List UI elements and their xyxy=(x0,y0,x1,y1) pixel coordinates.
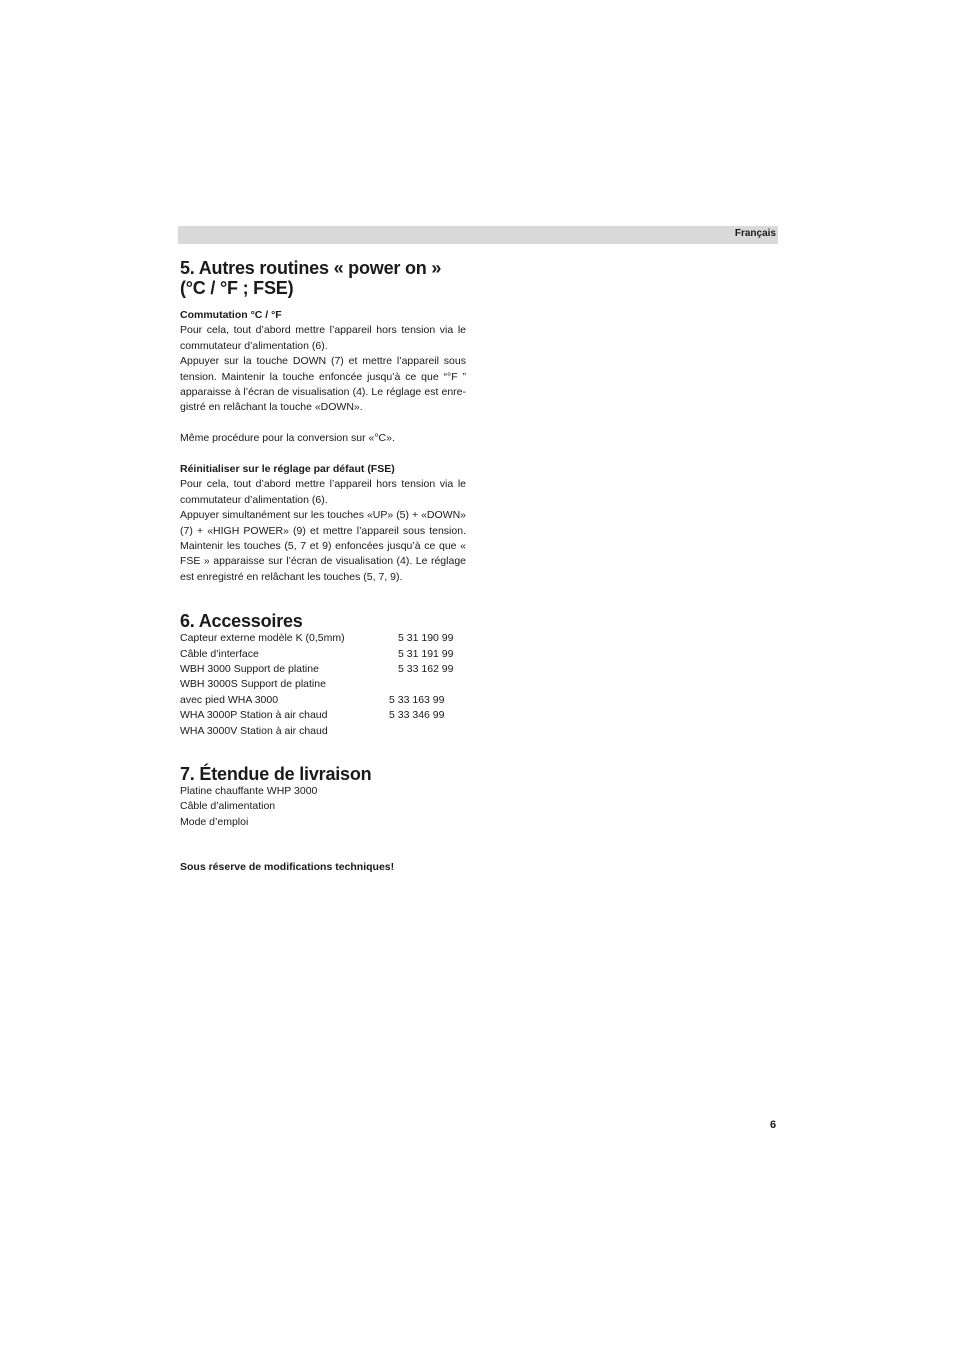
language-label: Français xyxy=(734,228,776,239)
accessory-name: WBH 3000S Support de platine xyxy=(180,678,326,691)
list-item: Platine chauffante WHP 3000 xyxy=(180,785,318,798)
paragraph-down-key: Appuyer sur la touche DOWN (7) et mettre l’appareil sous tension. Maintenir la touche enfoncée jusqu’à ce que “°F ” apparaisse à l’écran de visualisation (4). Le réglage est enre- gistré en relâchant la touche «DOWN». xyxy=(180,355,466,414)
paragraph-reset-keys: Appuyer simultanément sur les touches «UP» (5) + «DOWN» (7) + «HIGH POWER» (9) et mettre l’appareil sous tension. Maintenir les touches (5, 7 et 9) enfoncées jusqu’à ce que « FSE » apparaisse sur l’écran de visualisation (4). Le réglage est enregistré en relâchant les touches (5, 7, 9). xyxy=(180,509,466,583)
language-header-bar xyxy=(178,226,778,244)
accessory-name: WHA 3000P Station à air chaud xyxy=(180,709,328,722)
paragraph-power-off-2: Pour cela, tout d’abord mettre l’appareil hors tension via le commutateur d’alimentation (6). xyxy=(180,478,466,506)
delivery-list xyxy=(180,784,466,830)
accessory-code: 5 31 191 99 xyxy=(398,647,454,660)
main-column xyxy=(180,258,466,876)
list-item xyxy=(180,677,466,692)
section-6-title: 6. Accessoires xyxy=(180,611,303,632)
technical-changes-note: Sous réserve de modifications techniques! xyxy=(180,861,395,874)
accessory-code: 5 33 163 99 xyxy=(389,693,445,706)
section-7-title: 7. Étendue de livraison xyxy=(180,764,372,785)
list-item: Câble d’alimentation xyxy=(180,800,276,813)
list-item xyxy=(180,631,466,646)
accessory-name: avec pied WHA 3000 xyxy=(180,693,279,706)
paragraph-power-off-1: Pour cela, tout d’abord mettre l’appareil hors tension via le commutateur d’alimentation (6). xyxy=(180,324,466,352)
paragraph-same-procedure: Même procédure pour la conversion sur «°C». xyxy=(180,432,395,445)
accessory-name: Capteur externe modèle K (0,5mm) xyxy=(180,632,345,645)
list-item xyxy=(180,724,466,739)
list-item xyxy=(180,647,466,662)
list-item xyxy=(180,693,466,708)
page-number: 6 xyxy=(770,1119,777,1131)
accessories-list xyxy=(180,631,466,739)
accessory-name: WHA 3000V Station à air chaud xyxy=(180,724,328,737)
subheading-celsius-fahrenheit: Commutation °C / °F xyxy=(180,309,282,321)
accessory-name: Câble d’interface xyxy=(180,647,259,660)
section-5-title-line-1: 5. Autres routines « power on » xyxy=(180,258,442,278)
subheading-reset-default: Réinitialiser sur le réglage par défaut (FSE) xyxy=(180,463,395,476)
section-5-title-line-2: (°C / °F ; FSE) xyxy=(180,278,294,298)
list-item xyxy=(180,708,466,723)
accessory-name: WBH 3000 Support de platine xyxy=(180,663,319,676)
list-item: Mode d’emploi xyxy=(180,815,249,828)
accessory-code: 5 33 346 99 xyxy=(389,709,445,722)
accessory-code: 5 31 190 99 xyxy=(398,632,454,645)
list-item xyxy=(180,662,466,677)
accessory-code: 5 33 162 99 xyxy=(398,663,454,676)
